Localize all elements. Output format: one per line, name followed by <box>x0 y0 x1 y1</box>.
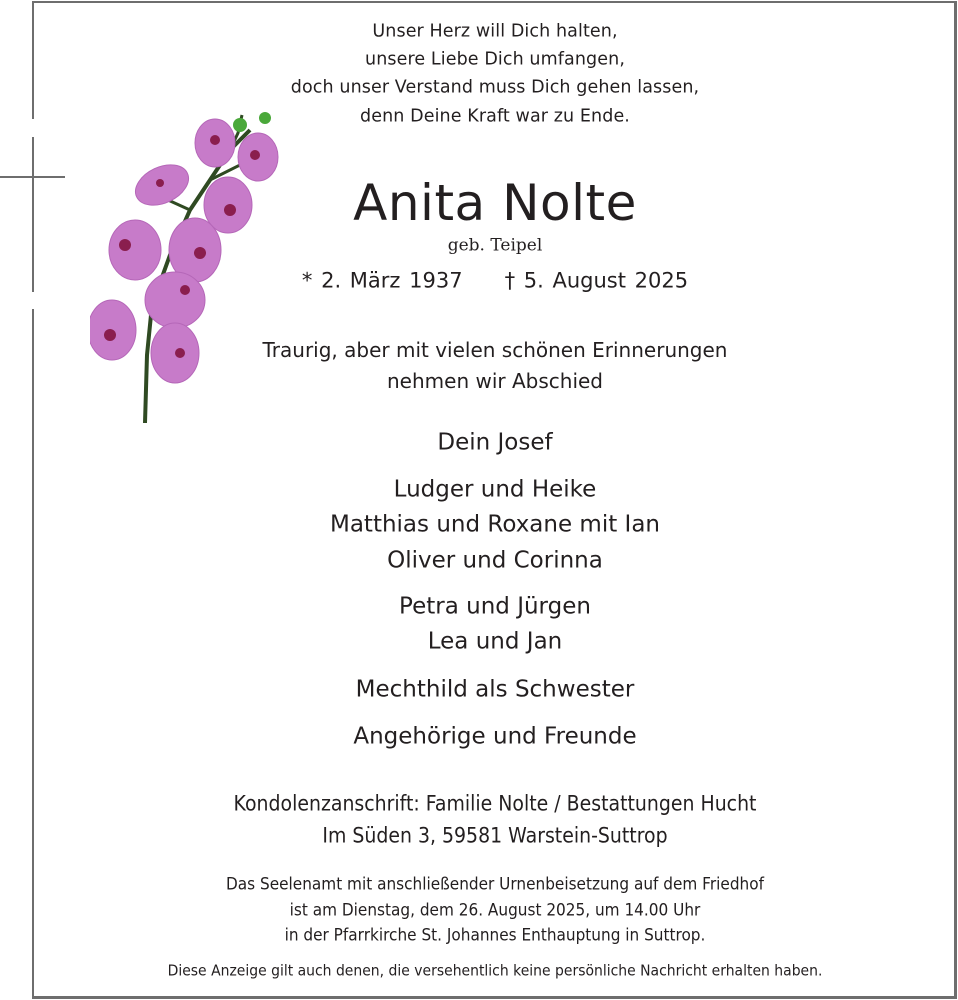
mourner-line: Dein Josef <box>437 429 553 456</box>
mourner-line: Oliver und Corinna <box>387 547 603 574</box>
service-info-line: Das Seelenamt mit anschließender Urnenbeisetzung auf dem Friedhof <box>226 874 764 895</box>
mourner-line: Ludger und Heike <box>393 476 597 503</box>
mourner-line: Lea und Jan <box>427 628 563 655</box>
poem-line: doch unser Verstand muss Dich gehen lassen, <box>290 77 700 98</box>
mourner-line: Mechthild als Schwester <box>355 676 635 703</box>
mourner-line: Matthias und Roxane mit Ian <box>329 511 661 538</box>
condolence-address-line: Im Süden 3, 59581 Warstein-Suttrop <box>322 823 668 848</box>
mourner-line: Angehörige und Freunde <box>353 723 637 750</box>
mourner-line: Petra und Jürgen <box>399 593 591 620</box>
frame-border-top <box>32 1 956 3</box>
deceased-name: Anita Nolte <box>353 174 637 232</box>
frame-border-right <box>954 1 957 998</box>
service-info-line: in der Pfarrkirche St. Johannes Enthauptung in Suttrop. <box>284 925 706 946</box>
notice-note: Diese Anzeige gilt auch denen, die versehentlich keine persönliche Nachricht erhalten haben. <box>167 961 823 980</box>
poem-line: unsere Liebe Dich umfangen, <box>365 49 625 70</box>
poem-line: Unser Herz will Dich halten, <box>372 21 618 42</box>
life-dates <box>150 268 840 293</box>
frame-border-left-segment <box>32 309 34 999</box>
frame-border-left-segment <box>32 1 34 119</box>
intro-line: Traurig, aber mit vielen schönen Erinnerungen <box>262 338 728 362</box>
frame-border-bottom <box>32 996 957 999</box>
frame-border-left-segment <box>32 137 34 292</box>
cross-icon <box>0 176 65 178</box>
death-date: † 5. August 2025 <box>504 268 689 293</box>
condolence-address-line: Kondolenzanschrift: Familie Nolte / Bestattungen Hucht <box>233 791 757 816</box>
service-info-line: ist am Dienstag, dem 26. August 2025, um 14.00 Uhr <box>289 900 701 921</box>
poem-line: denn Deine Kraft war zu Ende. <box>360 106 630 127</box>
maiden-name: geb. Teipel <box>447 235 543 256</box>
intro-line: nehmen wir Abschied <box>387 369 603 393</box>
birth-date: * 2. März 1937 <box>301 268 463 293</box>
